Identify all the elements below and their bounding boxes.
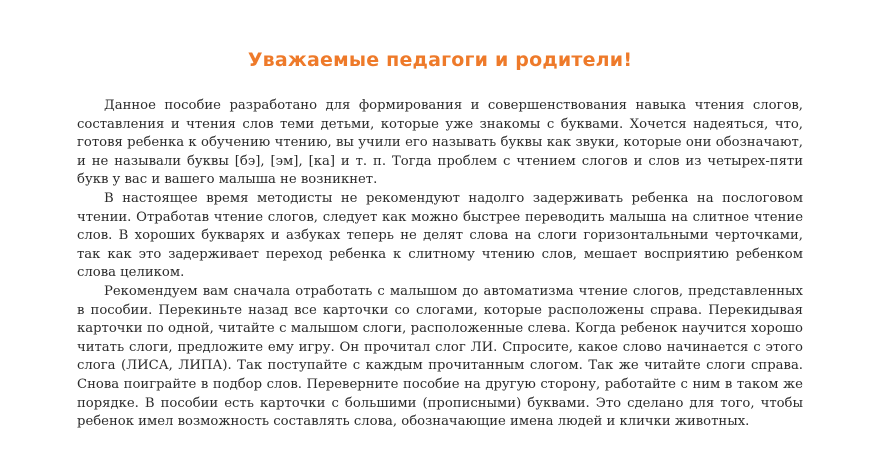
paragraph-instructions: Рекомендуем вам сначала отработать с малышом до автоматизма чтение слогов, представленных в пособии. Перекиньте назад все карточки со слогами, которые расположены справа. Перекидывая карточки по одной, читайте с малышом слоги, расположенные слева. Когда ребенок научится хорошо читать слоги, предложите ему игру. Он прочитал слог ЛИ. Спросите, какое слово начинается с этого слога (ЛИСА, ЛИПА). Так поступайте с каждым прочитанным слогом. Так же читайте слоги справа. Снова поиграйте в подбор слов. Переверните пособие на другую сторону, работайте с ним в таком же порядке. В пособии есть карточки с большими (прописными) буквами. Это сделано для того, чтобы ребенок имел возможность составлять слова, обозначающие имена людей и клички животных.	[77, 283, 803, 430]
paragraph-intro: Данное пособие разработано для формирования и совершенствования навыка чтения слогов, составления и чтения слов теми детьми, которые уже знакомы с буквами. Хочется надеяться, что, готовя ребенка к обучению чтению, вы учили его называть буквы как звуки, которые они обозначают, и не называли буквы [бэ], [эм], [ка] и т. п. Тогда проблем с чтением слогов и слов из четырех-пяти букв у вас и вашего малыша не возникнет.	[77, 98, 803, 188]
body-text	[77, 97, 803, 432]
page-title: Уважаемые педагоги и родители!	[247, 49, 633, 71]
paragraph-methodology: В настоящее время методисты не рекомендуют надолго задерживать ребенка на послоговом чтении. Отработав чтение слогов, следует как можно быстрее переводить малыша на слитное чтение слов. В хороших букварях и азбуках теперь не делят слова на слоги горизонтальными черточками, так как это задерживает переход ребенка к слитному чтению слов, мешает восприятию ребенком слова целиком.	[77, 190, 803, 281]
